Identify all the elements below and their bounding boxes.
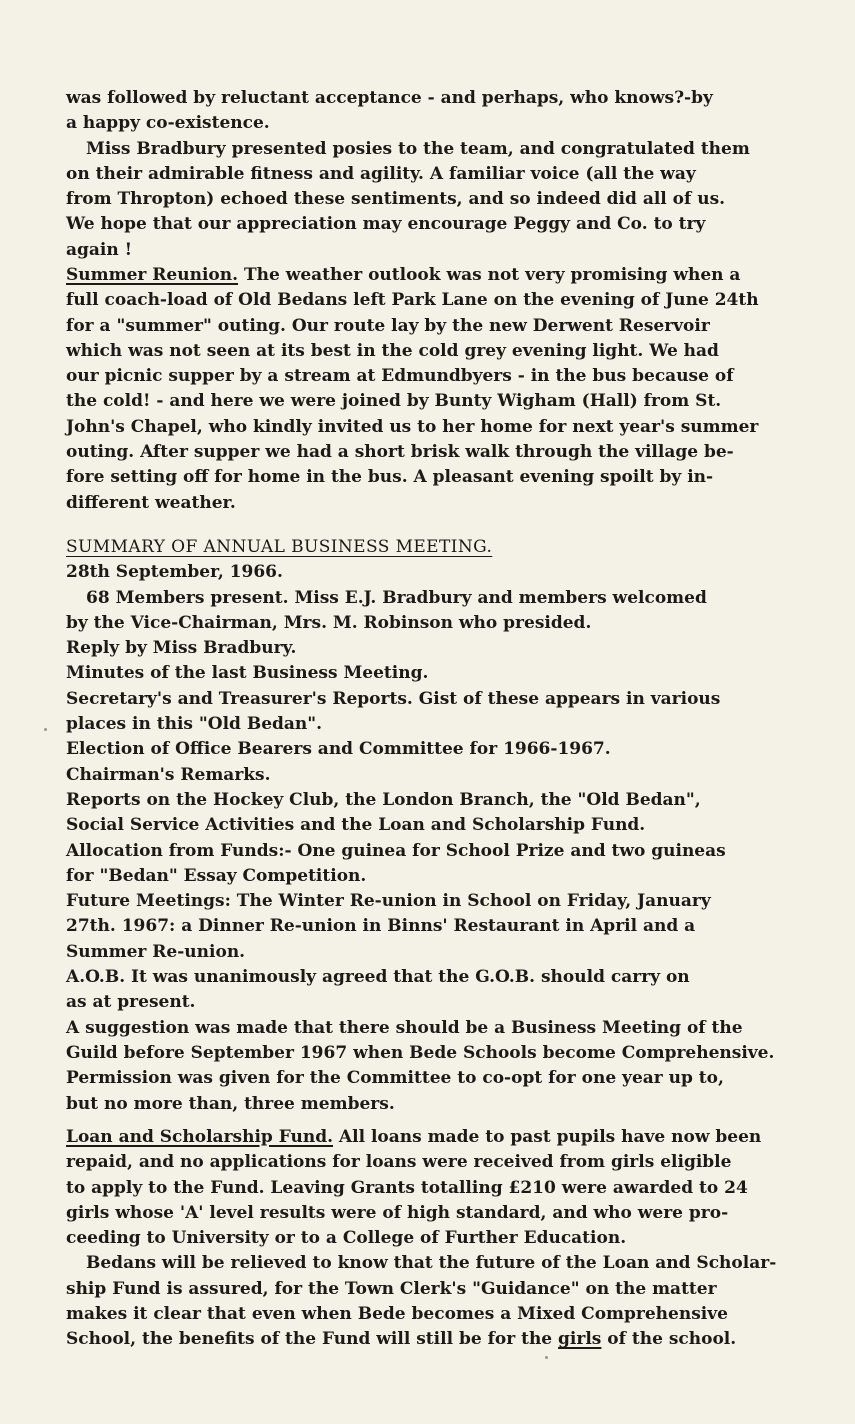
text-line: Reply by Miss Bradbury. [66,638,297,659]
text-line: places in this "Old Bedan". [66,714,323,735]
text-line: for a "summer" outing. Our route lay by the new Derwent Reservoir [66,315,710,336]
text-line: Secretary's and Treasurer's Reports. Gist of these appears in various [66,688,721,709]
text-line: Permission was given for the Committee to co-opt for one year up to, [66,1068,724,1089]
underlined-word: girls [558,1329,602,1350]
text-line: Allocation from Funds:- One guinea for School Prize and two guineas [66,840,726,861]
text-line: A.O.B. It was unanimously agreed that the G.O.B. should carry on [66,967,690,988]
text-line: John's Chapel, who kindly invited us to her home for next year's summer [66,416,759,437]
text-line: Bedans will be relieved to know that the future of the Loan and Scholar- [86,1253,777,1274]
text-line: Guild before September 1967 when Bede Schools become Comprehensive. [66,1042,775,1063]
text-line: Minutes of the last Business Meeting. [66,663,429,684]
text-line: which was not seen at its best in the cold grey evening light. We had [66,340,719,361]
text-line: to apply to the Fund. Leaving Grants totalling £210 were awarded to 24 [66,1177,748,1198]
text-line: Miss Bradbury presented posies to the team, and congratulated them [86,138,750,159]
text-line: from Thropton) echoed these sentiments, and so indeed did all of us. [66,189,726,210]
text-line: the cold! - and here we were joined by Bunty Wigham (Hall) from St. [66,391,722,412]
business-meeting-section [66,535,796,1117]
text-line: but no more than, three members. [66,1093,395,1114]
paper-speck [545,1356,548,1359]
text-line: ship Fund is assured, for the Town Clerk's "Guidance" on the matter [66,1278,717,1299]
text-line: on their admirable fitness and agility. A familiar voice (all the way [66,163,696,184]
text-line: Future Meetings: The Winter Re-union in School on Friday, January [66,891,711,912]
text-fragment: of the school. [601,1329,737,1350]
text-line: 27th. 1967: a Dinner Re-union in Binns' Restaurant in April and a [66,916,696,937]
text-line: Election of Office Bearers and Committee for 1966-1967. [66,739,611,760]
text-line [66,1327,796,1352]
text-line: Reports on the Hockey Club, the London Branch, the "Old Bedan", [66,789,701,810]
text-line [66,263,796,288]
text-line: Summer Re-union. [66,941,246,962]
text-line: 68 Members present. Miss E.J. Bradbury and members welcomed [86,587,707,608]
text-line: A suggestion was made that there should be a Business Meeting of the [66,1017,743,1038]
text-line: makes it clear that even when Bede becomes a Mixed Comprehensive [66,1304,728,1325]
paper-speck [44,728,47,731]
meeting-date: 28th September, 1966. [66,562,283,583]
text-line: different weather. [66,492,236,513]
text-line: as at present. [66,992,196,1013]
text-fragment: School, the benefits of the Fund will still be for the [66,1329,559,1350]
text-line: repaid, and no applications for loans were received from girls eligible [66,1152,732,1173]
loan-fund-heading: Loan and Scholarship Fund. [66,1127,334,1147]
text-line: again ! [66,239,133,260]
text-line: Chairman's Remarks. [66,764,271,785]
text-line [66,1125,796,1150]
loan-fund-section [66,1125,796,1353]
text-fragment: All loans made to past pupils have now been [333,1127,762,1147]
intro-section [66,86,796,263]
text-line: our picnic supper by a stream at Edmundbyers - in the bus because of [66,366,734,387]
summer-reunion-section [66,263,796,516]
text-line: We hope that our appreciation may encourage Peggy and Co. to try [66,214,706,235]
text-line: a happy co-existence. [66,113,270,134]
text-line: outing. After supper we had a short brisk walk through the village be- [66,442,734,463]
summer-reunion-heading: Summer Reunion. [66,265,239,285]
text-line: girls whose 'A' level results were of high standard, and who were pro- [66,1202,729,1223]
text-line: Social Service Activities and the Loan and Scholarship Fund. [66,815,646,836]
text-line: fore setting off for home in the bus. A pleasant evening spoilt by in- [66,467,714,488]
text-line: was followed by reluctant acceptance - and perhaps, who knows?-by [66,88,713,108]
text-fragment: The weather outlook was not very promising when a [238,265,741,285]
business-meeting-heading: SUMMARY OF ANNUAL BUSINESS MEETING. [66,537,493,557]
text-line: by the Vice-Chairman, Mrs. M. Robinson who presided. [66,612,592,633]
text-line: full coach-load of Old Bedans left Park Lane on the evening of June 24th [66,290,759,311]
text-line: ceeding to University or to a College of Further Education. [66,1228,627,1249]
text-line: for "Bedan" Essay Competition. [66,865,367,886]
